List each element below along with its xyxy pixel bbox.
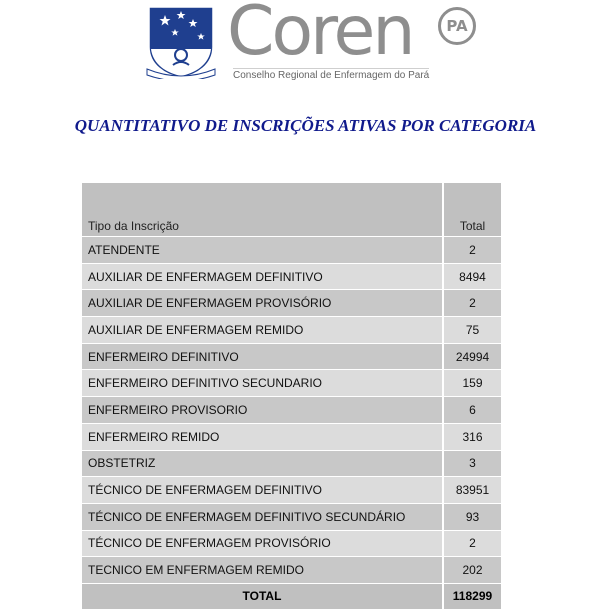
- cell-tipo: TÉCNICO DE ENFERMAGEM DEFINITIVO SECUNDÁRIO: [82, 504, 444, 530]
- brand-state-badge: PA: [438, 7, 476, 45]
- cell-tipo: AUXILIAR DE ENFERMAGEM DEFINITIVO: [82, 264, 444, 290]
- cell-tipo: ATENDENTE: [82, 237, 444, 263]
- table-body: [82, 236, 501, 583]
- cell-total: 83951: [444, 477, 501, 503]
- cell-total: 2: [444, 290, 501, 316]
- crest-emblem-icon: [145, 3, 217, 79]
- cell-total: 8494: [444, 264, 501, 290]
- total-label: TOTAL: [82, 584, 444, 609]
- table-row: [82, 343, 501, 370]
- table-row: [82, 236, 501, 263]
- cell-tipo: ENFERMEIRO REMIDO: [82, 424, 444, 450]
- table-row: [82, 316, 501, 343]
- cell-tipo: TÉCNICO DE ENFERMAGEM DEFINITIVO: [82, 477, 444, 503]
- table-header: [82, 183, 501, 236]
- cell-total: 93: [444, 504, 501, 530]
- table-row: [82, 450, 501, 477]
- coren-logo: [145, 0, 485, 86]
- brand-name: Coren: [227, 0, 413, 71]
- total-row: [82, 583, 501, 609]
- cell-total: 2: [444, 237, 501, 263]
- table-row: [82, 263, 501, 290]
- cell-tipo: ENFERMEIRO DEFINITIVO SECUNDARIO: [82, 370, 444, 396]
- total-value: 118299: [452, 589, 493, 604]
- header-total: Total: [459, 219, 486, 233]
- header-tipo: Tipo da Inscrição: [82, 183, 444, 236]
- cell-total: 316: [444, 424, 501, 450]
- table-row: [82, 476, 501, 503]
- cell-total: 202: [444, 557, 501, 583]
- table-row: [82, 396, 501, 423]
- table-row: [82, 369, 501, 396]
- cell-tipo: OBSTETRIZ: [82, 451, 444, 477]
- table-row: [82, 556, 501, 583]
- table-row: [82, 530, 501, 557]
- registrations-table: [82, 183, 501, 609]
- brand-subtitle: Conselho Regional de Enfermagem do Pará: [233, 70, 430, 81]
- table-row: [82, 289, 501, 316]
- cell-tipo: AUXILIAR DE ENFERMAGEM REMIDO: [82, 317, 444, 343]
- cell-tipo: TÉCNICO DE ENFERMAGEM PROVISÓRIO: [82, 531, 444, 557]
- cell-total: 75: [444, 317, 501, 343]
- cell-total: 2: [444, 531, 501, 557]
- cell-tipo: AUXILIAR DE ENFERMAGEM PROVISÓRIO: [82, 290, 444, 316]
- cell-tipo: ENFERMEIRO PROVISORIO: [82, 397, 444, 423]
- cell-total: 24994: [444, 344, 501, 370]
- cell-total: 3: [444, 451, 501, 477]
- page-title: QUANTITATIVO DE INSCRIÇÕES ATIVAS POR CATEGORIA: [74, 116, 537, 135]
- cell-tipo: TECNICO EM ENFERMAGEM REMIDO: [82, 557, 444, 583]
- cell-total: 159: [444, 370, 501, 396]
- table-row: [82, 503, 501, 530]
- cell-tipo: ENFERMEIRO DEFINITIVO: [82, 344, 444, 370]
- table-row: [82, 423, 501, 450]
- cell-total: 6: [444, 397, 501, 423]
